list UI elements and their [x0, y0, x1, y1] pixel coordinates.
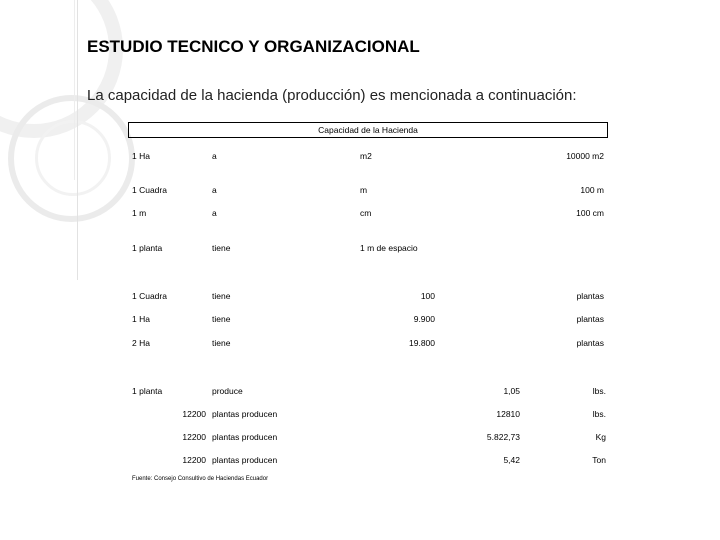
table-cell: 1 planta	[132, 243, 163, 253]
source-note: Fuente: Consejo Consultivo de Haciendas Ecuador	[132, 476, 269, 482]
table-cell: 2 Ha	[132, 338, 150, 348]
table-cell: 10000 m2	[566, 151, 604, 161]
table-cell: a	[212, 151, 217, 161]
table-cell: 1 Ha	[132, 151, 150, 161]
table-cell: a	[212, 185, 217, 195]
table-cell: 1 m	[132, 208, 147, 218]
table-cell: 9.900	[413, 314, 435, 324]
table-cell: cm	[360, 208, 372, 218]
table-cell: 12810	[496, 409, 520, 419]
table-cell: 19.800	[409, 338, 435, 348]
decorative-line	[77, 0, 78, 280]
table-cell: lbs.	[592, 409, 606, 419]
table-cell: 100	[420, 291, 435, 301]
table-cell: lbs.	[592, 386, 606, 396]
table-cell: produce	[212, 386, 243, 396]
table-cell: tiene	[212, 314, 231, 324]
table-header: Capacidad de la Hacienda	[128, 122, 608, 138]
table-cell: 1 Ha	[132, 314, 150, 324]
decorative-ring	[35, 120, 111, 196]
table-cell: 100 m	[580, 185, 604, 195]
table-cell: 5.822,73	[486, 432, 520, 442]
table-cell: 1,05	[503, 386, 520, 396]
table-cell: 100 cm	[576, 208, 604, 218]
table-cell: 12200	[182, 432, 206, 442]
decorative-line	[74, 0, 75, 180]
table-cell: 1 Cuadra	[132, 185, 167, 195]
table-cell: a	[212, 208, 217, 218]
table-cell: m	[360, 185, 368, 195]
table-cell: Kg	[595, 432, 606, 442]
table-cell: tiene	[212, 291, 231, 301]
slide-subtitle: La capacidad de la hacienda (producción) es mencionada a continuación:	[87, 87, 577, 104]
table-cell: m2	[360, 151, 372, 161]
table-cell: plantas	[576, 291, 604, 301]
table-cell: tiene	[212, 338, 231, 348]
table-cell: 1 planta	[132, 386, 163, 396]
table-cell: tiene	[212, 243, 231, 253]
table-cell: Ton	[592, 455, 606, 465]
table-cell: 1 Cuadra	[132, 291, 167, 301]
table-cell: 12200	[182, 409, 206, 419]
table-cell: plantas producen	[212, 432, 278, 442]
table-cell: plantas	[576, 338, 604, 348]
table-cell: 1 m de espacio	[360, 243, 418, 253]
table-cell: 12200	[182, 455, 206, 465]
slide-title: ESTUDIO TECNICO Y ORGANIZACIONAL	[87, 37, 420, 56]
table-cell: 5,42	[503, 455, 520, 465]
table-cell: plantas producen	[212, 409, 278, 419]
table-cell: plantas producen	[212, 455, 278, 465]
table-cell: plantas	[576, 314, 604, 324]
